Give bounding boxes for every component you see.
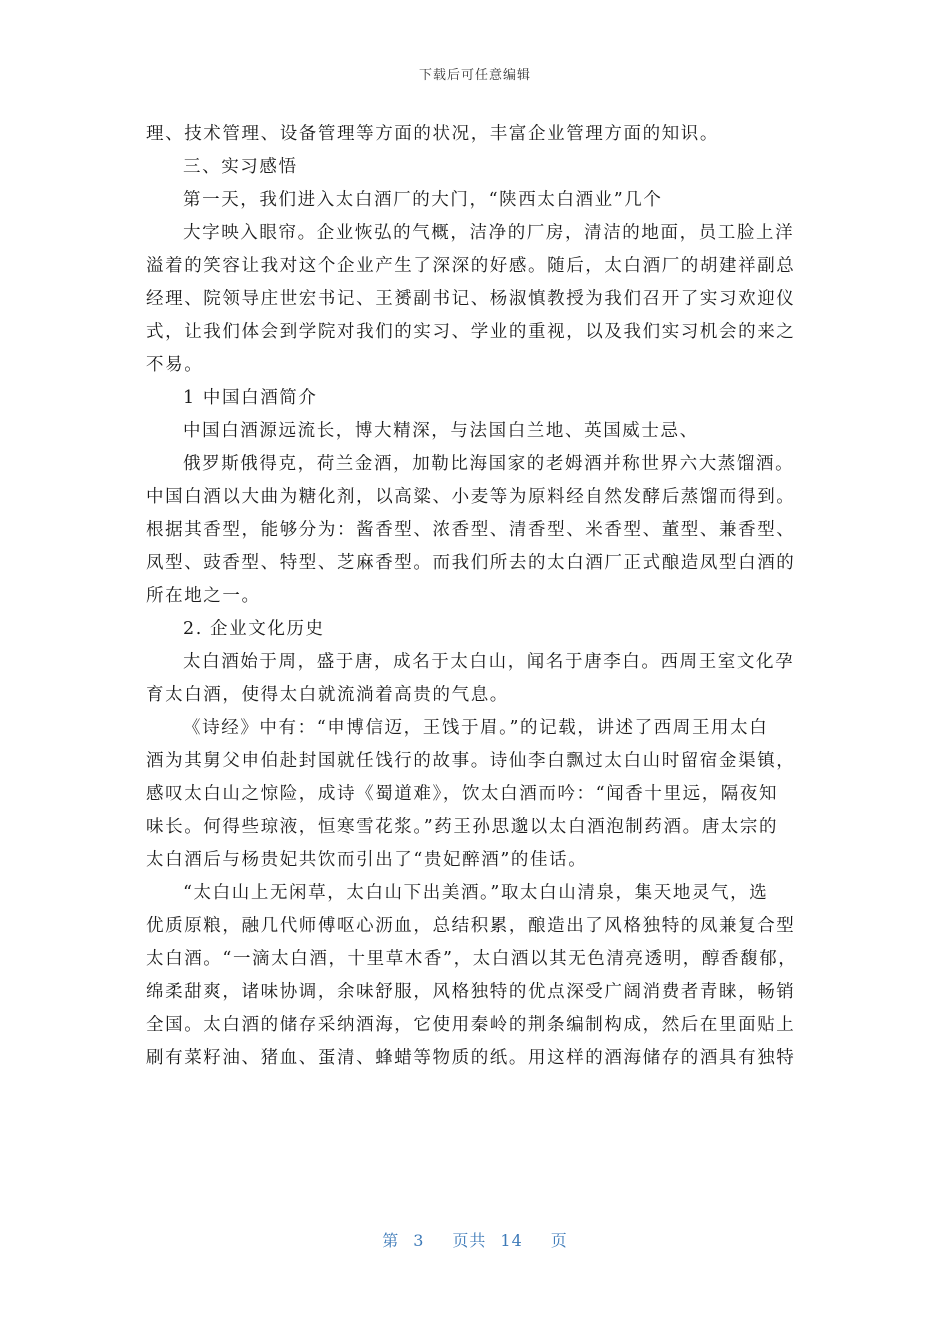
text-line: “太白山上无闲草，太白山下出美酒。”取太白山清泉，集天地灵气，选 [183, 883, 769, 903]
page-footer [0, 1228, 950, 1251]
text-line: 刷有菜籽油、猪血、蛋清、蜂蜡等物质的纸。用这样的酒海储存的酒具有独特 [146, 1048, 796, 1068]
footer-suffix: 页 [550, 1231, 568, 1250]
current-page-number: 3 [413, 1231, 425, 1250]
footer-middle: 页共 [452, 1231, 487, 1250]
text-line: 味长。何得些琼液，恒寒雪花浆。”药王孙思邈以太白酒泡制药酒。唐太宗的 [146, 817, 779, 837]
text-line: 感叹太白山之惊险，成诗《蜀道难》，饮太白酒而吟：“闻香十里远，隔夜知 [146, 784, 779, 804]
text-line: 所在地之一。 [146, 586, 261, 606]
text-line: 溢着的笑容让我对这个企业产生了深深的好感。随后，太白酒厂的胡建祥副总 [146, 256, 796, 276]
text-line: 1 中国白酒简介 [183, 388, 318, 408]
text-line: 中国白酒源远流长，博大精深，与法国白兰地、英国威士忌、 [183, 421, 699, 441]
text-line: 2. 企业文化历史 [183, 619, 325, 639]
text-line: 凤型、豉香型、特型、芝麻香型。而我们所去的太白酒厂正式酿造凤型白酒的 [146, 553, 796, 573]
text-line: 大字映入眼帘。企业恢弘的气概，洁净的厂房，清洁的地面，员工脸上洋 [183, 223, 795, 243]
text-line: 不易。 [146, 355, 204, 375]
text-line: 太白酒后与杨贵妃共饮而引出了“贵妃醉酒”的佳话。 [146, 850, 588, 870]
text-line: 经理、院领导庄世宏书记、王赟副书记、杨淑慎教授为我们召开了实习欢迎仪 [146, 289, 796, 309]
text-line: 酒为其舅父申伯赴封国就任饯行的故事。诗仙李白飘过太白山时留宿金渠镇， [146, 751, 796, 771]
total-page-count: 14 [500, 1231, 523, 1250]
text-line: 第一天，我们进入太白酒厂的大门，“陕西太白酒业”几个 [183, 190, 663, 210]
text-line: 俄罗斯俄得克，荷兰金酒，加勒比海国家的老姆酒并称世界六大蒸馏酒。 [183, 454, 795, 474]
text-line: 根据其香型，能够分为：酱香型、浓香型、清香型、米香型、董型、兼香型、 [146, 520, 796, 540]
text-line: 绵柔甜爽，诸味协调，余味舒服，风格独特的优点深受广阔消费者青睐，畅销 [146, 982, 796, 1002]
footer-prefix: 第 [382, 1231, 400, 1250]
text-line: 太白酒始于周，盛于唐，成名于太白山，闻名于唐李白。西周王室文化孕 [183, 652, 795, 672]
text-line: 三、实习感悟 [183, 157, 298, 177]
text-line: 全国。太白酒的储存采纳酒海，它使用秦岭的荆条编制构成，然后在里面贴上 [146, 1015, 796, 1035]
text-line: 优质原粮，融几代师傅呕心沥血，总结积累，酿造出了风格独特的凤兼复合型 [146, 916, 796, 936]
text-line: 《诗经》中有：“申博信迈，王饯于眉。”的记载，讲述了西周王用太白 [183, 718, 769, 738]
text-line: 中国白酒以大曲为糖化剂，以高粱、小麦等为原料经自然发酵后蒸馏而得到。 [146, 487, 796, 507]
document-body [146, 118, 806, 1075]
text-line: 式，让我们体会到学院对我们的实习、学业的重视，以及我们实习机会的来之 [146, 322, 796, 342]
page-header [0, 64, 950, 83]
text-line: 太白酒。“一滴太白酒，十里草木香”，太白酒以其无色清亮透明，醇香馥郁， [146, 949, 798, 969]
text-line: 育太白酒，使得太白就流淌着高贵的气息。 [146, 685, 509, 705]
text-line: 理、技术管理、设备管理等方面的状况，丰富企业管理方面的知识。 [146, 124, 719, 144]
header-text: 下载后可任意编辑 [418, 68, 531, 83]
